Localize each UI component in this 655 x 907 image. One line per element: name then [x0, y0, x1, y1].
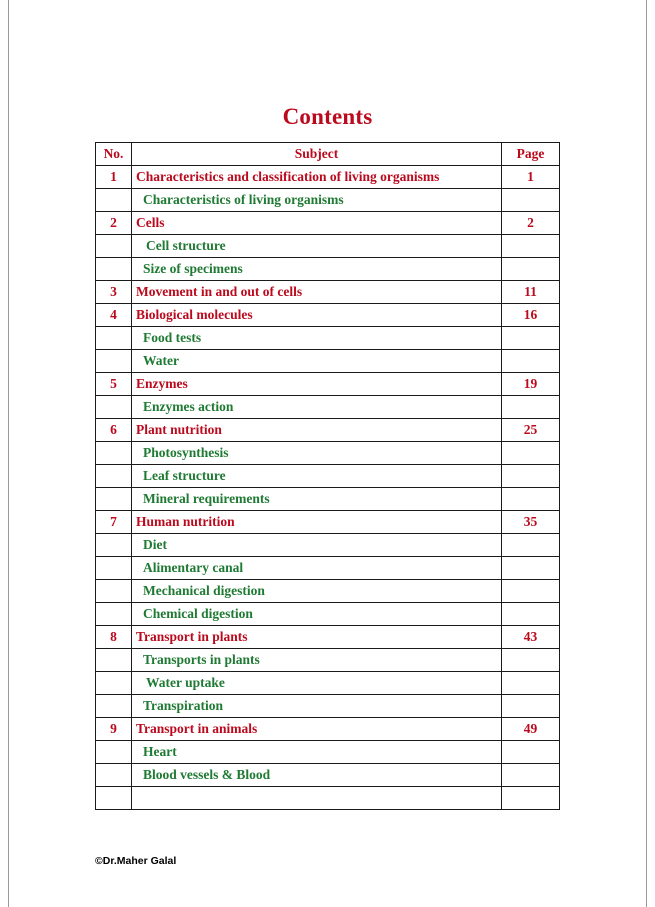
page-number — [502, 580, 560, 603]
table-row — [96, 350, 560, 373]
row-number — [96, 327, 132, 350]
table-row — [96, 396, 560, 419]
row-number — [96, 695, 132, 718]
table-row — [96, 534, 560, 557]
row-number — [96, 350, 132, 373]
column-header-subject: Subject — [132, 143, 502, 166]
page-number: 35 — [502, 511, 560, 534]
table-row — [96, 511, 560, 534]
table-row — [96, 189, 560, 212]
row-number — [96, 557, 132, 580]
table-row — [96, 764, 560, 787]
subtopic-title: Heart — [132, 741, 502, 764]
row-number: 4 — [96, 304, 132, 327]
table-row — [96, 442, 560, 465]
chapter-title: Transport in animals — [132, 718, 502, 741]
chapter-title: Transport in plants — [132, 626, 502, 649]
page-title: Contents — [282, 104, 373, 129]
column-header-no: No. — [96, 143, 132, 166]
row-number — [96, 741, 132, 764]
row-number — [96, 649, 132, 672]
table-row — [96, 212, 560, 235]
subtopic-title: Water — [132, 350, 502, 373]
row-number: 5 — [96, 373, 132, 396]
subtopic-title: Mechanical digestion — [132, 580, 502, 603]
table-row — [96, 281, 560, 304]
page-number — [502, 695, 560, 718]
page-number — [502, 534, 560, 557]
row-number — [96, 189, 132, 212]
page-number: 43 — [502, 626, 560, 649]
page-number — [502, 557, 560, 580]
table-header — [96, 143, 560, 166]
row-number — [96, 580, 132, 603]
row-number — [96, 396, 132, 419]
page-number: 11 — [502, 281, 560, 304]
table-row — [96, 373, 560, 396]
row-number — [96, 787, 132, 810]
row-number — [96, 465, 132, 488]
column-header-page: Page — [502, 143, 560, 166]
page-number — [502, 235, 560, 258]
page-number — [502, 787, 560, 810]
page-number: 2 — [502, 212, 560, 235]
page-number — [502, 764, 560, 787]
page-number: 49 — [502, 718, 560, 741]
row-number: 2 — [96, 212, 132, 235]
chapter-title: Human nutrition — [132, 511, 502, 534]
page-number — [502, 649, 560, 672]
subtopic-title: Diet — [132, 534, 502, 557]
table-row — [96, 488, 560, 511]
page-number — [502, 327, 560, 350]
table-row — [96, 741, 560, 764]
page-number — [502, 396, 560, 419]
page-number — [502, 350, 560, 373]
right-margin-rule — [646, 0, 647, 907]
subtopic-title: Size of specimens — [132, 258, 502, 281]
chapter-title: Movement in and out of cells — [132, 281, 502, 304]
row-number — [96, 442, 132, 465]
table-row — [96, 327, 560, 350]
table-row — [96, 580, 560, 603]
row-number: 8 — [96, 626, 132, 649]
chapter-title: Characteristics and classification of living organisms — [132, 166, 502, 189]
page-number — [502, 488, 560, 511]
subtopic-title: Cell structure — [132, 235, 502, 258]
page-number: 19 — [502, 373, 560, 396]
subtopic-title: Leaf structure — [132, 465, 502, 488]
table-row — [96, 626, 560, 649]
subtopic-title: Alimentary canal — [132, 557, 502, 580]
subtopic-title: Mineral requirements — [132, 488, 502, 511]
table-row — [96, 235, 560, 258]
chapter-title: Enzymes — [132, 373, 502, 396]
page-number: 1 — [502, 166, 560, 189]
table-row — [96, 465, 560, 488]
chapter-title: Plant nutrition — [132, 419, 502, 442]
subtopic-title: Transports in plants — [132, 649, 502, 672]
table-row — [96, 649, 560, 672]
table-header-row — [96, 143, 560, 166]
subtopic-title — [132, 787, 502, 810]
table-row — [96, 603, 560, 626]
page-number — [502, 189, 560, 212]
subtopic-title: Blood vessels & Blood — [132, 764, 502, 787]
table-row — [96, 258, 560, 281]
table-row — [96, 672, 560, 695]
row-number — [96, 235, 132, 258]
row-number — [96, 764, 132, 787]
page-number: 25 — [502, 419, 560, 442]
chapter-title: Cells — [132, 212, 502, 235]
subtopic-title: Photosynthesis — [132, 442, 502, 465]
subtopic-title: Enzymes action — [132, 396, 502, 419]
row-number: 6 — [96, 419, 132, 442]
table-row — [96, 695, 560, 718]
subtopic-title: Food tests — [132, 327, 502, 350]
row-number: 3 — [96, 281, 132, 304]
subtopic-title: Chemical digestion — [132, 603, 502, 626]
chapter-title: Biological molecules — [132, 304, 502, 327]
table-row — [96, 787, 560, 810]
row-number — [96, 534, 132, 557]
row-number — [96, 672, 132, 695]
row-number — [96, 603, 132, 626]
copyright-footer: ©Dr.Maher Galal — [95, 855, 177, 867]
row-number — [96, 488, 132, 511]
page-number — [502, 442, 560, 465]
left-margin-rule — [8, 0, 9, 907]
row-number: 9 — [96, 718, 132, 741]
page-number — [502, 258, 560, 281]
table-row — [96, 557, 560, 580]
page-number — [502, 672, 560, 695]
subtopic-title: Transpiration — [132, 695, 502, 718]
subtopic-title: Water uptake — [132, 672, 502, 695]
table-row — [96, 718, 560, 741]
page-number: 16 — [502, 304, 560, 327]
subtopic-title: Characteristics of living organisms — [132, 189, 502, 212]
table-body — [96, 166, 560, 810]
row-number: 7 — [96, 511, 132, 534]
content-area — [95, 0, 560, 810]
table-row — [96, 166, 560, 189]
table-row — [96, 419, 560, 442]
table-row — [96, 304, 560, 327]
page-number — [502, 741, 560, 764]
row-number — [96, 258, 132, 281]
page-number — [502, 465, 560, 488]
row-number: 1 — [96, 166, 132, 189]
table-of-contents — [95, 142, 560, 810]
page-number — [502, 603, 560, 626]
